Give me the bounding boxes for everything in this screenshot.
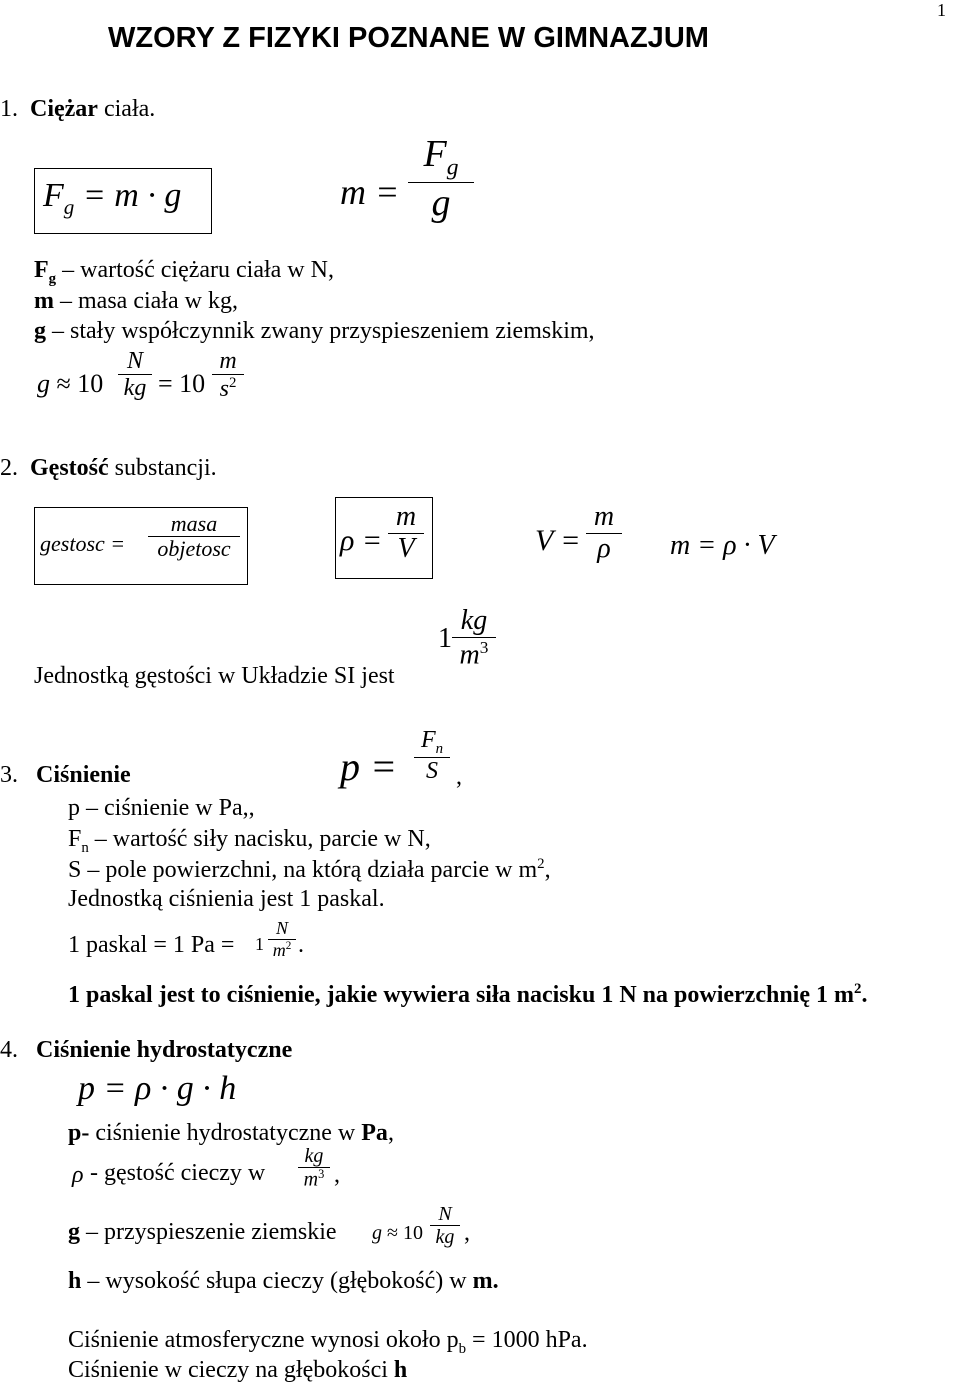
atmospheric-pressure: Ciśnienie atmosferyczne wynosi około $p_b = 1000$ hPa. xyxy=(68,1327,588,1357)
def-g: g – stały współczynnik zwany przyspieszeniem ziemskim, xyxy=(34,318,595,344)
density-word-fraction: masa objetosc xyxy=(148,512,240,561)
pascal-end: . xyxy=(298,932,304,958)
def-rho-text: - gęstość cieczy w xyxy=(90,1160,266,1186)
density-unit-fraction: kg $m^3$ xyxy=(452,606,496,671)
density-word-lhs: gestosc = xyxy=(40,531,126,556)
rho-unit-end: , xyxy=(334,1162,340,1188)
volume-lhs: V = xyxy=(535,524,581,557)
def-hydro-p: p- ciśnienie hydrostatyczne w Pa, xyxy=(68,1120,394,1146)
section-2-heading: 2. Gęstość substancji. xyxy=(0,455,217,481)
section-3-heading: 3. Ciśnienie xyxy=(0,762,131,788)
mass-formula-lhs: m = xyxy=(340,172,400,212)
density-unit-one: 1 xyxy=(438,623,452,654)
density-unit-text: Jednostką gęstości w Układzie SI jest xyxy=(34,663,395,689)
pascal-one: 1 xyxy=(255,934,264,954)
density-lhs: ρ = xyxy=(340,524,383,557)
pressure-unit-text: Jednostką ciśnienia jest 1 paskal. xyxy=(68,886,385,912)
def-fn: $F_n$ – wartość siły nacisku, parcie w N, xyxy=(68,826,431,856)
pascal-definition: 1 paskal = 1 Pa = xyxy=(68,932,235,958)
pascal-fraction: N $m^2$ xyxy=(268,919,296,961)
g-approx-fraction-2: m $s^2$ xyxy=(212,348,244,403)
def-p: p – ciśnienie w Pa,, xyxy=(68,795,255,821)
mass-from-density: m = ρ · V xyxy=(670,530,775,561)
pressure-fraction: $F_n$ S xyxy=(414,727,450,785)
volume-fraction: m ρ xyxy=(586,502,622,565)
density-fraction: m V xyxy=(388,502,424,565)
pascal-explanation: 1 paskal jest to ciśnienie, jakie wywiera siła nacisku 1 N na powierzchnię 1 $m^2$. xyxy=(68,981,868,1008)
def-hydro-g: g – przyspieszenie ziemskie xyxy=(68,1219,337,1245)
weight-formula: $F_g = m \cdot g$ xyxy=(43,177,182,219)
def-m: m – masa ciała w kg, xyxy=(34,288,238,314)
page-number: 1 xyxy=(937,0,946,20)
mass-formula-fraction: $F_g$ g xyxy=(408,134,474,224)
hydro-g-end: , xyxy=(464,1220,470,1246)
hydro-g-fraction: N kg xyxy=(430,1203,460,1248)
section-1-heading: 1. Ciężar ciała. xyxy=(0,96,156,122)
pressure-at-depth: Ciśnienie w cieczy na głębokości h xyxy=(68,1357,408,1383)
pressure-lhs: p = xyxy=(340,744,397,789)
def-rho-symbol: ρ xyxy=(72,1162,84,1188)
def-fg: $F_g$ – wartość ciężaru ciała w N, xyxy=(34,257,334,287)
rho-unit-fraction: kg $m^3$ xyxy=(298,1145,330,1191)
def-s: S – pole powierzchni, na którą działa parcie w $m^2$, xyxy=(68,856,551,883)
pressure-comma: , xyxy=(456,764,462,790)
section-4-heading: 4. Ciśnienie hydrostatyczne xyxy=(0,1037,293,1063)
hydro-g-approx: g ≈ 10 xyxy=(372,1222,423,1244)
def-hydro-h: h – wysokość słupa cieczy (głębokość) w m. xyxy=(68,1268,499,1294)
g-approx-fraction-1: N kg xyxy=(118,348,152,402)
g-approx-eq: = 10 xyxy=(158,369,206,398)
g-approx-symbol: g ≈ 10 xyxy=(37,369,104,398)
hydrostatic-formula: p = ρ · g · h xyxy=(78,1070,237,1107)
page-title: WZORY Z FIZYKI POZNANE W GIMNAZJUM xyxy=(108,22,709,54)
